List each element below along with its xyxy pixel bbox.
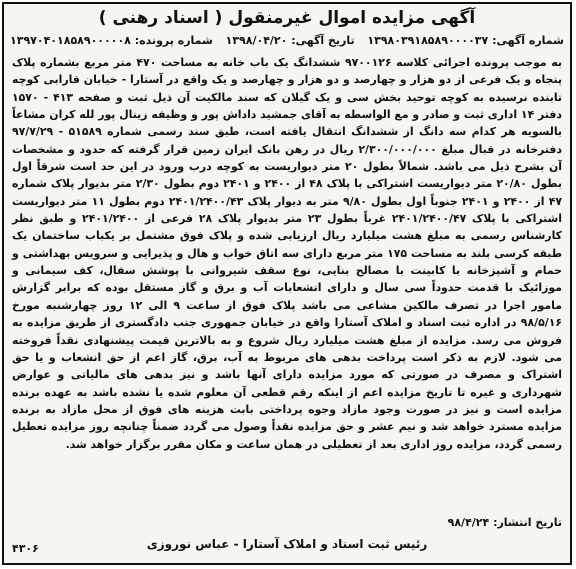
notice-body: به موجب پرونده اجرائی کلاسه ۹۷۰۰۱۲۶ ششدانگ یک باب خانه به مساحت ۴۷۰ متر مربع بشماره پلاک پنجاه و یک فرعی از دو هزار و چهارصد و دو هزار و چهارصد و یک واقع در آستارا - خیابان قارابی کوچه تابنده نرسیده به کوچه توحید بخش سی و یک گیلان که سند مالکیت آن ذیل ثبت و صفحه ۴۱۳ - ۱۵۷۰ دفتر ۱۴ اداری ثبت و صادر و مع الواسطه به آقای جمشید داداش پور و وظیفه زینال پور لله کران مشاعاً بالسویه هر کدام سه دانگ از ششدانگ انتقال یافته است، طبق سند رسمی شماره ۵۱۵۸۹ - ۹۷/۷/۲۹ دفترخانه در قبال مبلغ ۲/۳۰۰/۰۰۰/۰۰۰ ریال در رهن بانک ایران زمین قرار گرفته که حدود و مشخصات آن بشرح ذیل می باشد. شمالاً بطول ۲۰ متر دیواریست به کوچه درب ورود در این حد است شرقاً اول بطول ۲۰/۸۰ متر دیواریست اشتراکی با پلاک ۴۸ از ۲۴۰۰ و ۲۴۰۱ دوم بطول ۲/۳۰ متر بدیوار پلاک شماره ۴۷ از ۲۴۰۰ و ۲۴۰۱ جنوباً اول بطول ۹/۸۰ متر به دیوار پلاک ۲۴۰۱/۲۴۰۰/۴۳ دوم بطول ۱۱ متر دیواریست اشتراکی با پلاک ۲۴۰۱/۲۴۰۰/۴۷ غرباً بطول ۲۳ متر بدیوار پلاک ۲۸ فرعی از ۲۴۰۱/۲۴۰۰ و طبق نظر کارشناس رسمی به مبلغ هشت میلیارد ریال ارزیابی شده و پلاک فوق مشتمل بر یکباب ساختمان یک طبقه کرسی بلند به مساحت ۱۷۵ متر مربع دارای سه اتاق خواب و هال و پذیرایی و سرویس بهداشتی و حمام و آشپزخانه با کابینت با مصالح بنایی، نوع سقف شیروانی با پوشش سفال، کف سیمانی و موزائیک با قدمت حدوداً سی سال و دارای انشعابات آب و برق و گاز مستقل بوده که برابر گزارش مامور اجرا در تصرف مالکین مشاعی می باشد پلاک فوق از ساعت ۹ الی ۱۲ روز چهارشنبه مورخ ۹۸/۵/۱۶ در اداره ثبت اسناد و املاک آستارا واقع در خیابان جمهوری جنب دادگستری از طریق مزایده به فروش می رسد. مزایده از مبلغ هشت میلیارد ریال شروع و به بالاترین قیمت پیشنهادی نقداً فروخته می شود. لازم به ذکر است پرداخت بدهی های مربوط به آب، برق، گاز اعم از حق انشعاب و یا حق اشتراک و مصرف در صورتی که مورد مزایده دارای آنها باشد و نیز بدهی های مالیاتی و عوارض شهرداری و غیره تا تاریخ مزایده اعم از اینکه رقم قطعی آن معلوم شده یا نشده باشد به عهده برنده مزایده است و نیز در صورت وجود مازاد وجوه پرداختی بابت هزینه های فوق از محل مازاد به برنده مزایده مسترد خواهد شد و نیم عشر و حق مزایده نقداً وصول می گردد ضمناً چنانچه روز مزایده تعطیل رسمی گردد، مزایده روز اداری بعد از تعطیلی در همان ساعت و مکان مقرر برگزار خواهد شد. [12,56,563,451]
notice-date: تاریخ آگهی: ۱۳۹۸/۰۴/۲۰ [225,34,355,47]
notice-meta-row [10,33,564,49]
notice-number: شماره آگهی: ۱۳۹۸۰۳۹۱۸۵۸۹۰۰۰۰۳۷ [367,34,564,47]
signature: رئیس ثبت اسناد و املاک آستارا - عباس نوروزی [146,537,428,551]
notice-frame [2,2,572,565]
notice-title: آگهی مزایده اموال غیرمنقول ( اسناد رهنی ) [98,8,476,28]
file-number: شماره پرونده: ۱۳۹۷۰۴۰۱۸۵۸۹۰۰۰۰۰۸ [10,34,213,47]
ad-code: ۴۳۰۶ [12,542,39,555]
publish-date: تاریخ انتشار: ۹۸/۴/۲۴ [447,516,562,529]
